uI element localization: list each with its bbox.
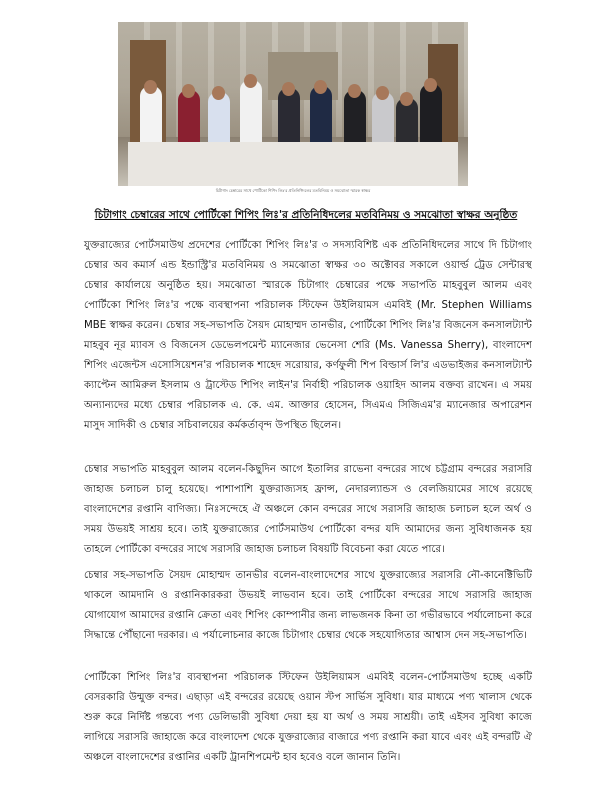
photo-person-head bbox=[144, 80, 157, 94]
photo-table bbox=[128, 142, 458, 186]
article-paragraph-3: চেম্বার সহ-সভাপতি সৈয়দ মোহাম্মদ তানভীর বলেন-বাংলাদেশের সাথে যুক্তরাজ্যের সরাসরি নৌ-কানেক্টিভিটি থাকলে আমদানি ও রপ্তানিকারকরা উভয়ই লাভবান হবে। তাই পোর্টিকো বন্দরের সাথে সরাসরি জাহাজ যোগাযোগ আমাদের রপ্তানি ক্রেতা এবং শিপিং কোম্পানীর জন্য লাভজনক কিনা তা গভীরভাবে পর্যালোচনা করে সিদ্ধান্তে পৌঁছানো দরকার। এ পর্যালোচনার কাজে চিটাগাং চেম্বার থেকে সহযোগিতার আশ্বাস দেন সহ-সভাপতি। bbox=[84, 570, 532, 641]
photo-person-head bbox=[424, 78, 437, 92]
article-paragraph-2: চেম্বার সভাপতি মাহবুবুল আলম বলেন-কিছুদিন আগে ইতালির রাভেনা বন্দরের সাথে চট্টগ্রাম বন্দরের সরাসরি জাহাজ চলাচল চালু হয়েছে। পাশাপাশি যুক্তরাজ্যসহ ফ্রান্স, নেদারল্যান্ডস ও বেলজিয়ামের সাথে রয়েছে বাংলাদেশের রপ্তানি বাণিজ্য। নিঃসন্দেহে ঐ অঞ্চলে কোন বন্দরের সাথে সরাসরি জাহাজ চলাচল হলে অর্থ ও সময় উভয়ই সাশ্রয় হবে। তাই যুক্তরাজ্যের পোর্টসমাউথ পোর্টিকো বন্দর যদি আমাদের জন্য সুবিধাজনক হয় তাহলে পোর্টিকো বন্দরের সাথে সরাসরি জাহাজ চলাচল বিষয়টি বিবেচনা করা যেতে পারে। bbox=[84, 464, 532, 555]
photo-person-head bbox=[244, 74, 257, 88]
photo-person-head bbox=[212, 86, 225, 100]
photo-person-head bbox=[376, 86, 389, 100]
photo-person-head bbox=[314, 80, 327, 94]
photo-person-head bbox=[348, 84, 361, 98]
article-paragraph-4: পোর্টিকো শিপিং লিঃ'র ব্যবস্থাপনা পরিচালক স্টিফেন উইলিয়ামস এমবিই বলেন-পোর্টসমাউথ হচ্ছে একটি বেসরকারি উন্মুক্ত বন্দর। এছাড়া এই বন্দরের রয়েছে ওয়ান স্টপ সার্ভিস সুবিধা। যার মাধ্যমে পণ্য খালাস থেকে শুরু করে নির্দিষ্ট গন্তব্যে পণ্য ডেলিভারী সুবিধা দেয়া হয় যা অর্থ ও সময় সাশ্রয়ী। তাই এইসব সুবিধা কাজে লাগিয়ে সরাসরি জাহাজে করে বাংলাদেশ থেকে যুক্তরাজ্যের বাজারে পণ্য রপ্তানি করা যাবে এবং এই বন্দরটি ঐ অঞ্চলে বাংলাদেশের রপ্তানির একটি ট্রানশিপমেন্ট হাব হবেও বলে জানান তিনি। bbox=[84, 672, 532, 763]
photo-person-head bbox=[182, 84, 195, 98]
article-headline: চিটাগাং চেম্বারের সাথে পোর্টিকো শিপিং লিঃ'র প্রতিনিধিদলের মতবিনিময় ও সমঝোতা স্বাক্ষর অনুষ্ঠিত bbox=[94, 209, 518, 221]
photo-caption: চিটাগাং চেম্বারের সাথে পোর্টিকো শিপিং লিঃ'র প্রতিনিধিদলের মতবিনিময় ও সমঝোতা স্মারক স্বাক্ষর bbox=[215, 188, 371, 193]
article-paragraph-1: যুক্তরাজ্যের পোর্টসমাউথ প্রদেশের পোর্টিকো শিপিং লিঃ'র ৩ সদস্যবিশিষ্ট এক প্রতিনিধিদলের সাথে দি চিটাগাং চেম্বার অব কমার্স এন্ড ইন্ডাস্ট্রি'র মতবিনিময় ও সমঝোতা স্বাক্ষর ৩০ অক্টোবর সকালে ওয়ার্ল্ড ট্রেড সেন্টারস্থ চেম্বার কার্যালয়ে অনুষ্ঠিত হয়। সমঝোতা স্মারকে চিটাগাং চেম্বারের পক্ষে সভাপতি মাহবুবুল আলম এবং পোর্টিকো শিপিং লিঃ'র পক্ষে ব্যবস্থাপনা পরিচালক স্টিফেন উইলিয়ামস এমবিই (Mr. Stephen Williams MBE স্বাক্ষর করেন। চেম্বার সহ-সভাপতি সৈয়দ মোহাম্মদ তানভীর, পোর্টিকো শিপিং লিঃ'র বিজনেস কনসালট্যান্ট মাহবুব নূর ম্যাবস ও বিজনেস ডেভেলপমেন্ট ম্যানেজার ভেনেসা শেরি (Ms. Vanessa Sherry), বাংলাদেশ শিপিং এজেন্টস এসোসিয়েশন'র পরিচালক শাহেদ সরোয়ার, কর্ণফুলী শিপ বিল্ডার্স লি'র এডভাইজর কনসালট্যান্ট ক্যাপ্টেন আমিরুল ইসলাম ও ট্রাস্টেড শিপিং লাইন'র নির্বাহী পরিচালক ওয়াহিদ আলম বক্তব্য রাখেন। এ সময় অন্যান্যদের মধ্যে চেম্বার পরিচালক এ. কে. এম. আক্তার হোসেন, সিএমএ সিজিএম'র ম্যানেজার অপারেশন মাসুদ সাদিকী ও চেম্বার সচিবালয়ের কর্মকর্তাবৃন্দ উপস্থিত ছিলেন। bbox=[84, 240, 532, 431]
event-photo bbox=[118, 22, 468, 186]
photo-person-head bbox=[400, 92, 413, 106]
photo-person-head bbox=[282, 82, 295, 96]
